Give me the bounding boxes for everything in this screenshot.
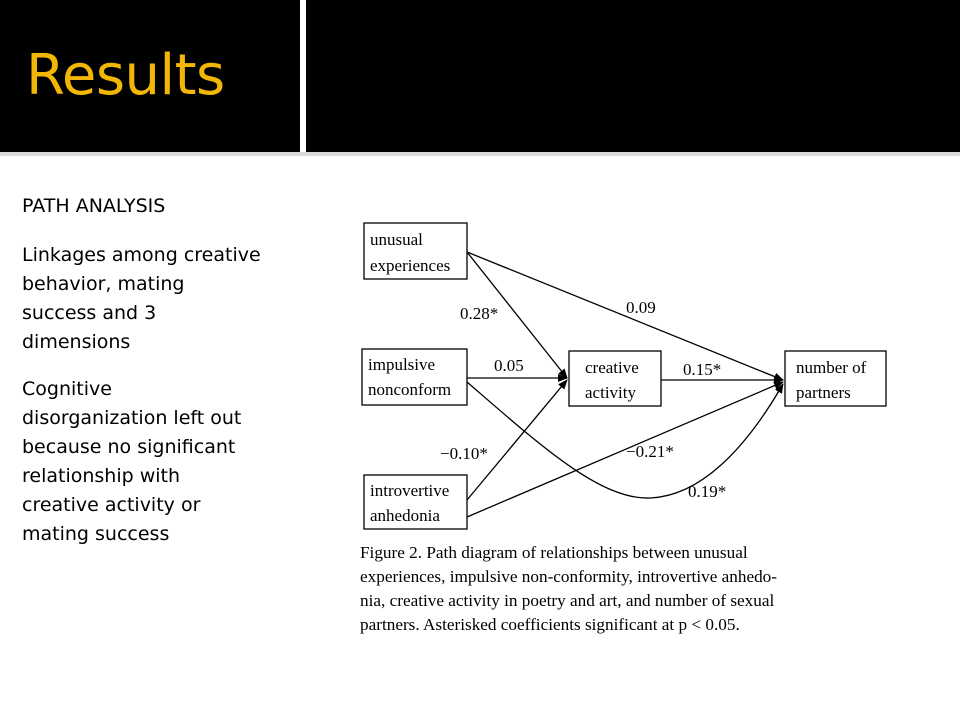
coef-unusual-creative: 0.28* [460, 304, 499, 323]
node-creative-line2: activity [585, 383, 636, 402]
node-partners-line1: number of [796, 358, 867, 377]
node-partners-line2: partners [796, 383, 851, 402]
section-heading: PATH ANALYSIS [22, 195, 166, 217]
coef-introvertive-partners: −0.21* [626, 442, 674, 461]
coef-unusual-partners: 0.09 [626, 298, 656, 317]
slide-title: Results [26, 43, 225, 108]
node-impulsive-line1: impulsive [368, 355, 436, 374]
caption-line: experiences, impulsive non-conformity, introvertive anhedo- [360, 567, 777, 586]
caption-line: nia, creative activity in poetry and art, and number of sexual [360, 591, 775, 610]
paragraph-cognitive: Cognitive disorganization left out because no significant relationship with creative activity or mating success [22, 378, 242, 545]
coef-impulsive-partners: 0.19* [688, 482, 727, 501]
node-impulsive-line2: nonconform [368, 380, 452, 399]
caption-line: Figure 2. Path diagram of relationships between unusual [360, 543, 748, 562]
node-unusual-line2: experiences [370, 256, 451, 275]
node-creative-line1: creative [585, 358, 639, 377]
figure-caption [360, 541, 880, 637]
coef-introvertive-creative: −0.10* [440, 444, 488, 463]
node-introvertive-line1: introvertive [370, 481, 450, 500]
node-introvertive-line2: anhedonia [370, 506, 440, 525]
caption-line: partners. Asterisked coefficients significant at p < 0.05. [360, 615, 740, 634]
coef-creative-partners: 0.15* [683, 360, 722, 379]
paragraph-linkages: Linkages among creative behavior, mating success and 3 dimensions [22, 244, 261, 353]
node-unusual-line1: unusual [370, 230, 423, 249]
edge-introvertive-creative [467, 380, 567, 500]
coef-impulsive-creative: 0.05 [494, 356, 524, 375]
